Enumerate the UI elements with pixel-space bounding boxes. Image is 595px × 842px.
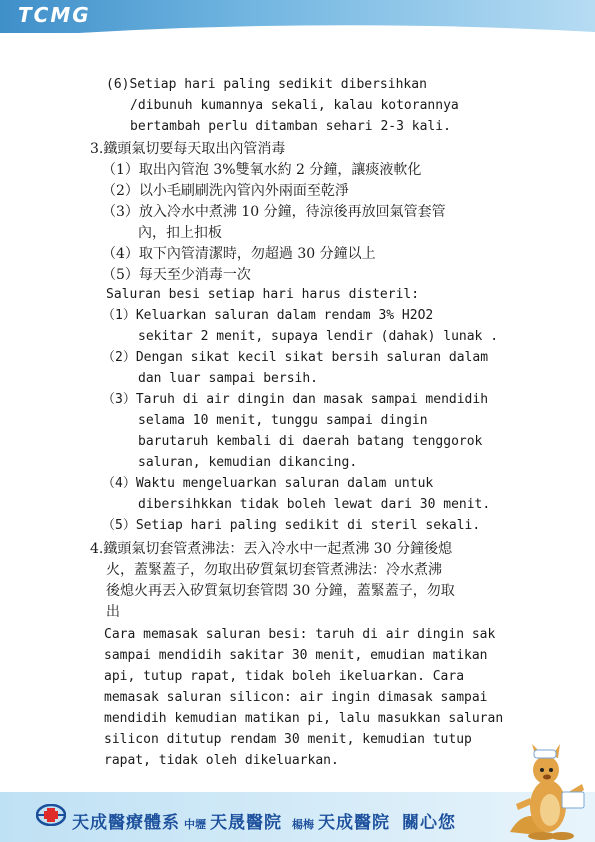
text-line: 出 bbox=[106, 604, 120, 620]
text-line: Saluran besi setiap hari harus disteril: bbox=[106, 287, 420, 302]
hospital-cross-logo-icon bbox=[36, 804, 66, 826]
text-line: （5）Setiap hari paling sedikit di steril sekali. bbox=[102, 518, 481, 533]
text-line: （3）Taruh di air dingin dan masak sampai mendidih bbox=[102, 392, 489, 407]
text-line: （5）每天至少消毒一次 bbox=[102, 267, 251, 283]
text-line: （2）Dengan sikat kecil sikat bersih saluran dalam bbox=[102, 350, 489, 365]
kangaroo-nurse-mascot-icon bbox=[502, 740, 590, 840]
text-line: /dibunuh kumannya sekali, kalau kotorannya bbox=[130, 98, 459, 113]
text-line: mendidih kemudian matikan pi, lalu masukkan saluran bbox=[104, 711, 504, 726]
text-line: barutaruh kembali di daerah batang tenggorok bbox=[138, 434, 483, 449]
text-line: dibersihkkan tidak boleh lewat dari 30 menit. bbox=[138, 497, 491, 512]
hospital-name: 天晟醫院 bbox=[210, 813, 282, 833]
text-line: (6)Setiap hari paling sedikit dibersihkan bbox=[106, 77, 427, 92]
text-line: （1）Keluarkan saluran dalam rendam 3% H2O2 bbox=[102, 308, 434, 323]
text-line: rapat, tidak oleh dikeluarkan. bbox=[104, 753, 339, 768]
location-label: 中壢 bbox=[184, 818, 206, 831]
group-name: 天成醫療體系 bbox=[72, 813, 180, 833]
text-line: sampai mendidih sakitar 30 menit, emudian matikan bbox=[104, 648, 488, 663]
text-line: （4）Waktu mengeluarkan saluran dalam untuk bbox=[102, 476, 434, 491]
hospital-name: 天成醫院 bbox=[318, 813, 390, 833]
text-line: 後熄火再丟入矽質氣切套管悶 30 分鐘，蓋緊蓋子，勿取 bbox=[106, 583, 455, 599]
text-line: （1）取出內管泡 3%雙氧水約 2 分鐘，讓痰液軟化 bbox=[102, 162, 422, 178]
text-line: silicon ditutup rendam 30 menit, kemudian tutup bbox=[104, 732, 472, 747]
text-line: （4）取下內管清潔時，勿超過 30 分鐘以上 bbox=[102, 246, 376, 262]
section-heading: 3.鐵頭氣切要每天取出內管消毒 bbox=[90, 141, 286, 157]
text-line: 內，扣上扣板 bbox=[138, 225, 222, 241]
text-line: sekitar 2 menit, supaya lendir (dahak) lunak . bbox=[138, 329, 499, 344]
text-line: api, tutup rapat, tidak boleh ikeluarkan. Cara bbox=[104, 669, 465, 684]
text-line: （3）放入冷水中煮沸 10 分鐘，待涼後再放回氣管套管 bbox=[102, 204, 446, 220]
text-line: 火，蓋緊蓋子，勿取出矽質氣切套管煮沸法：冷水煮沸 bbox=[106, 562, 442, 578]
slogan-text: 關心您 bbox=[402, 813, 456, 833]
text-line: saluran, kemudian dikancing. bbox=[138, 455, 358, 470]
text-line: memasak saluran silicon: air ingin dimasak sampai bbox=[104, 690, 488, 705]
text-line: dan luar sampai bersih. bbox=[138, 371, 319, 386]
section-heading: 4.鐵頭氣切套管煮沸法：丟入冷水中一起煮沸 30 分鐘後熄 bbox=[90, 541, 453, 557]
text-line: selama 10 menit, tunggu sampai dingin bbox=[138, 413, 428, 428]
text-line: （2）以小毛刷刷洗內管內外兩面至乾淨 bbox=[102, 183, 349, 199]
location-label: 楊梅 bbox=[292, 818, 314, 831]
footer-slogan bbox=[72, 808, 456, 833]
text-line: bertambah perlu ditamban sehari 2-3 kali. bbox=[130, 119, 451, 134]
text-line: Cara memasak saluran besi: taruh di air dingin sak bbox=[104, 627, 496, 642]
brand-wordmark: TCMG bbox=[18, 3, 91, 27]
